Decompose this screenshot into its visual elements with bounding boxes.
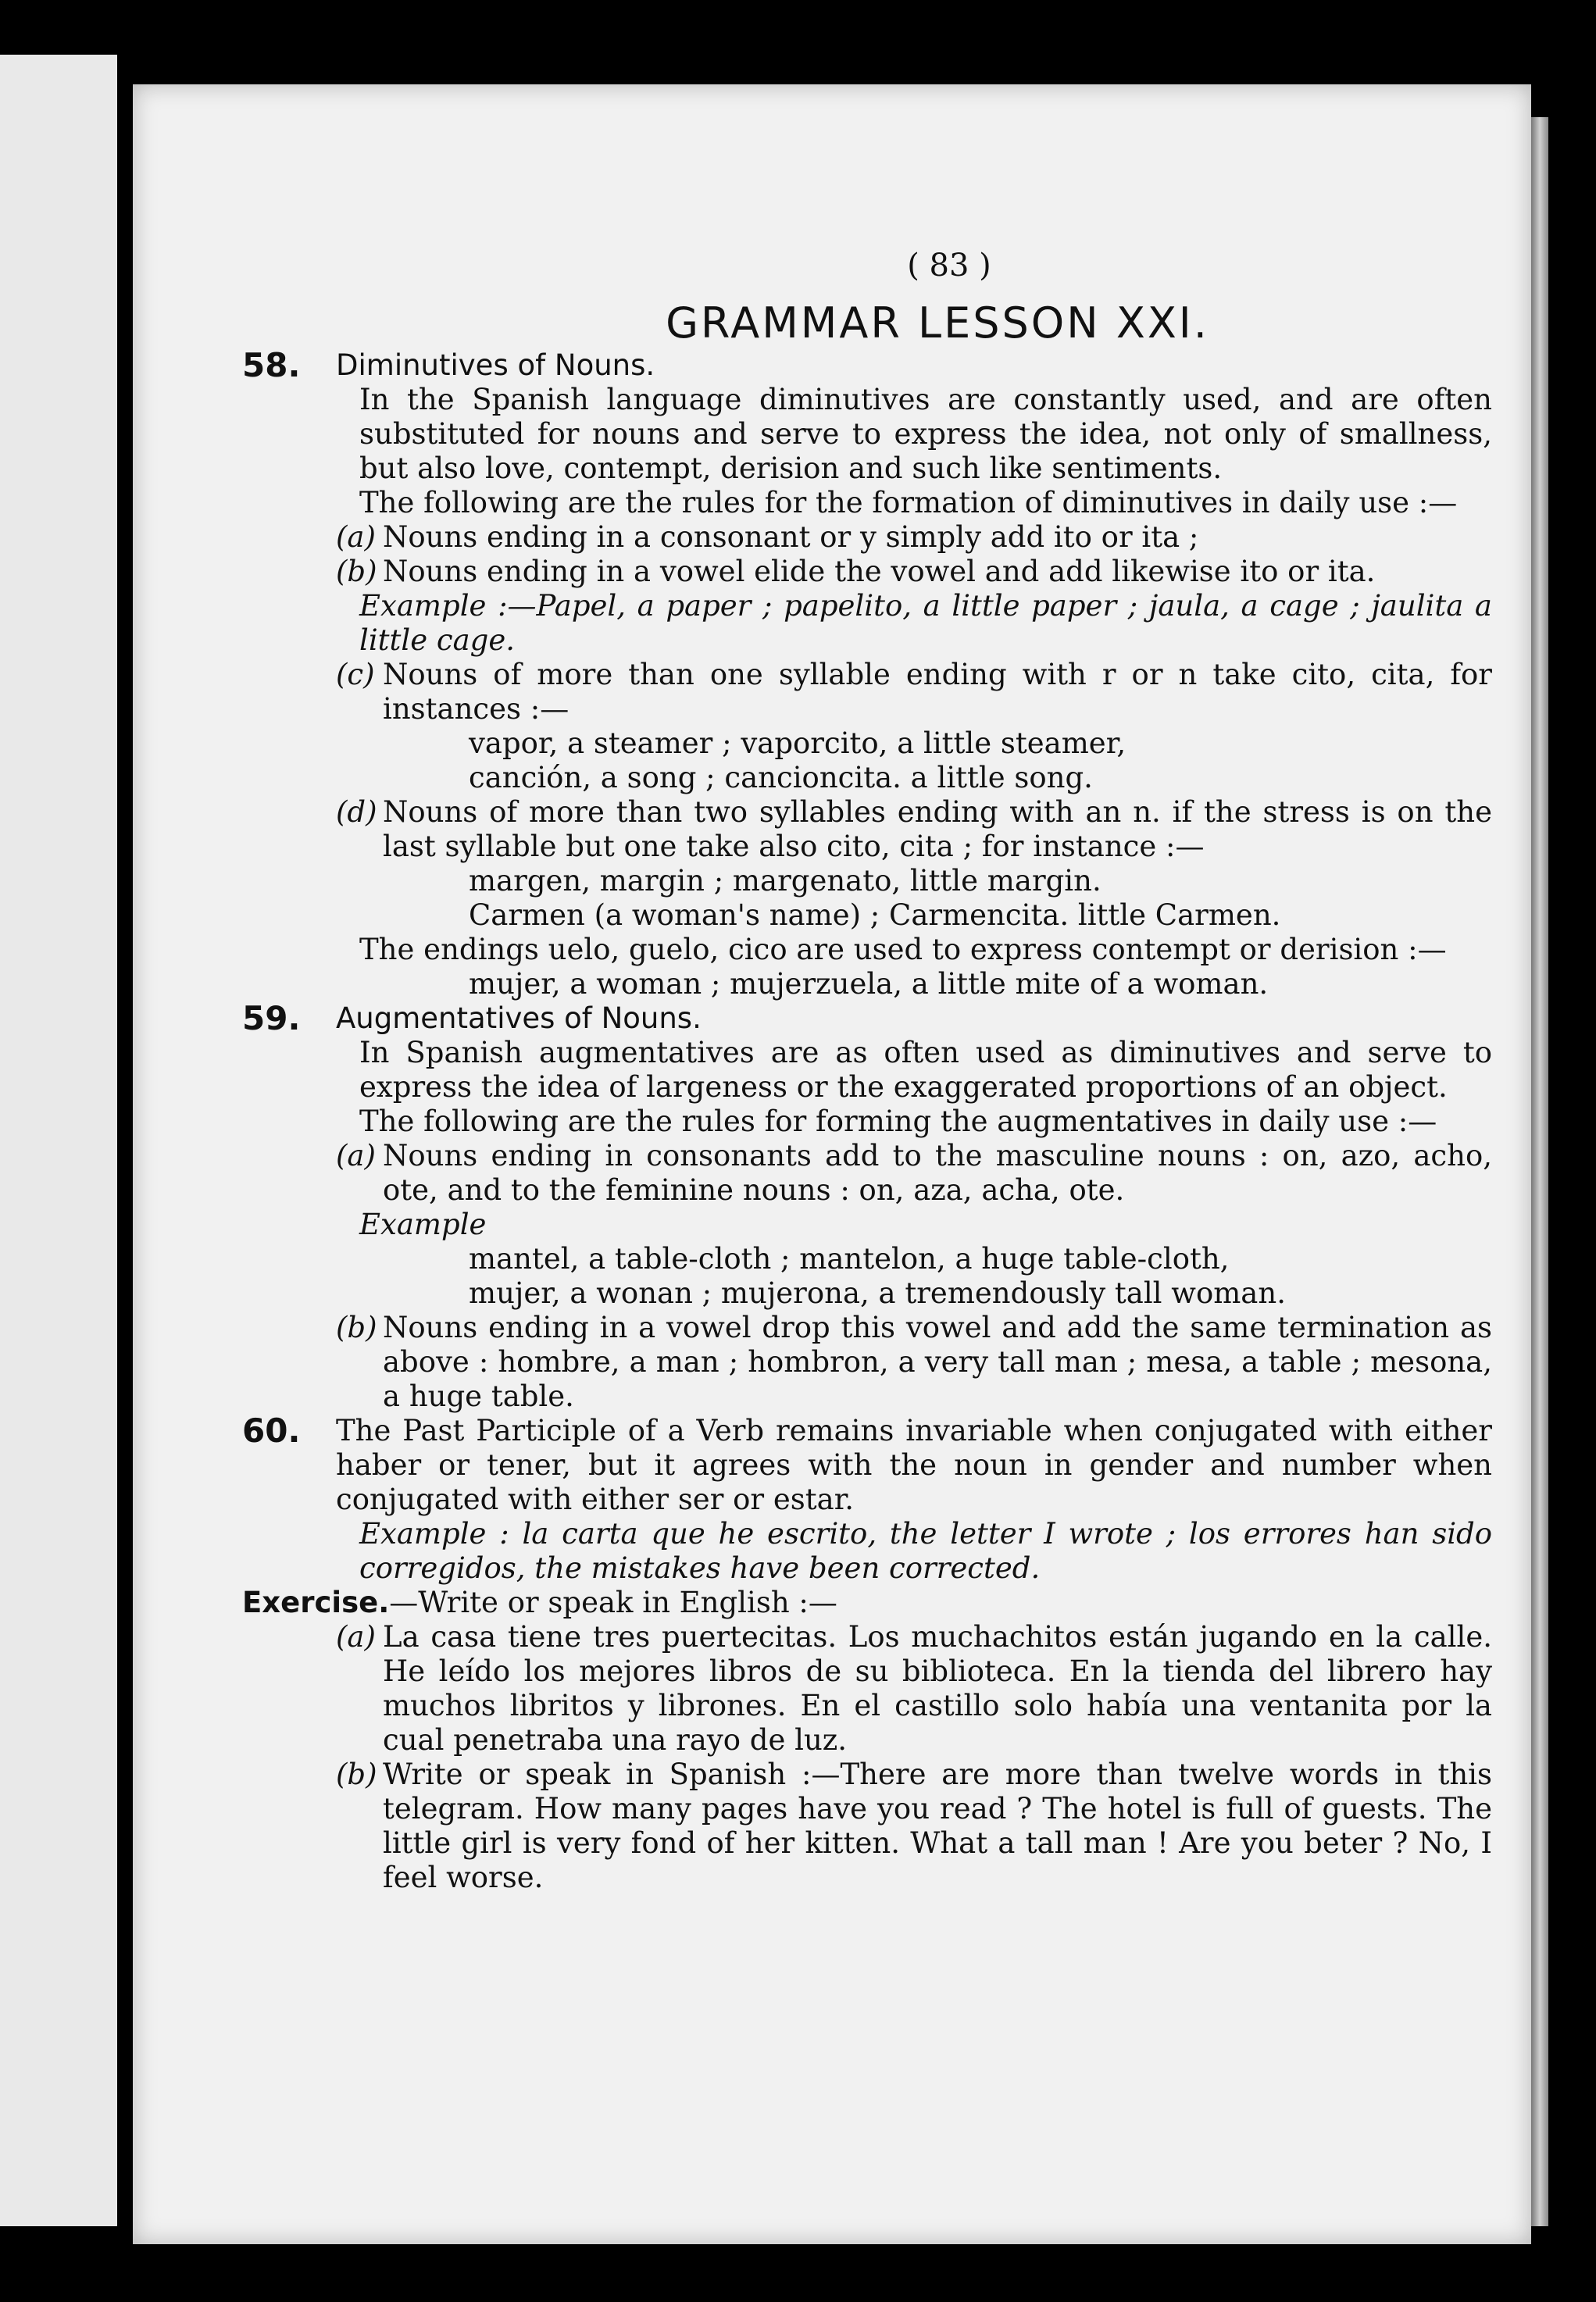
lesson-title: GRAMMAR LESSON XXI. [666,298,1209,348]
paragraph: The endings uelo, guelo, cico are used to express contempt or derision :— [359,933,1447,966]
example-label: Example [359,1208,487,1241]
exercise-b [336,1758,1492,1895]
example: Example : la carta que he escrito, the letter I wrote ; los errores han sido corregidos, the mistakes have been corrected. [359,1517,1492,1585]
example: vapor, a steamer ; vaporcito, a little steamer, [469,726,1126,760]
rule-text: Nouns ending in a vowel elide the vowel and add likewise ito or ita. [383,555,1376,588]
rule-text: Nouns ending in a consonant or y simply add ito or ita ; [383,520,1199,554]
rule-label: (c) [336,658,375,691]
rule-a [336,1139,1492,1208]
paragraph: The Past Participle of a Verb remains invariable when conjugated with either haber or tener, but it agrees with the noun in gender and number when conjugated with either ser or estar. [336,1414,1492,1516]
example: margen, margin ; margenato, little margin. [469,864,1101,898]
rule-text: Nouns of more than one syllable ending with r or n take cito, cita, for instances :— [383,658,1492,726]
rule-c [336,658,1492,726]
exercise-label: (a) [336,1620,376,1654]
example: mantel, a table-cloth ; mantelon, a huge table-cloth, [469,1242,1230,1276]
paragraph: In the Spanish language diminutives are constantly used, and are often substituted for nouns and serve to express the idea, not only of smallness, but also love, contempt, derision and such like sentiments. [359,383,1492,485]
section-number: 59. [242,999,301,1037]
section-number: 58. [242,346,301,384]
section-59 [242,1001,1492,1414]
rule-label: (d) [336,795,377,829]
rule-text: Nouns of more than two syllables ending with an n. if the stress is on the last syllable but one take also cito, cita ; for instance :— [383,795,1492,863]
section-58 [242,348,1492,1001]
rule-d [336,795,1492,864]
paragraph: In Spanish augmentatives are as often used as diminutives and serve to express the idea of largeness or the exaggerated proportions of an object. [359,1036,1492,1104]
section-60 [242,1414,1492,1586]
exercise-a [336,1620,1492,1758]
page-number: ( 83 ) [907,248,991,284]
rule-label: (a) [336,520,376,554]
page-edge-shadow [1531,117,1548,2226]
example: Carmen (a woman's name) ; Carmencita. little Carmen. [469,898,1281,932]
example: mujer, a woman ; mujerzuela, a little mite of a woman. [469,967,1269,1001]
exercise-text: Write or speak in Spanish :—There are more than twelve words in this telegram. How many pages have you read ? The hotel is full of guests. The little girl is very fond of her kitten. What a tall man ! Are you beter ? No, I feel worse. [383,1758,1492,1894]
rule-label: (b) [336,555,377,588]
section-heading: Augmentatives of Nouns. [336,1001,702,1035]
rule-text: Nouns ending in a vowel drop this vowel and add the same termination as above : hombre, a man ; hombron, a very tall man ; mesa, a table ; mesona, a huge table. [383,1311,1492,1413]
rule-label: (a) [336,1139,376,1172]
exercise-instruction: —Write or speak in English :— [389,1586,837,1619]
rule-b [336,555,1492,589]
section-number: 60. [242,1412,301,1450]
rule-label: (b) [336,1311,377,1344]
example: Example :—Papel, a paper ; papelito, a little paper ; jaula, a cage ; jaulita a little cage. [359,589,1492,657]
rule-a [336,520,1492,555]
exercise-label: (b) [336,1758,377,1791]
page-content [242,248,1492,1895]
example: mujer, a wonan ; mujerona, a tremendously tall woman. [469,1276,1286,1310]
exercise-section [242,1586,1492,1895]
example: canción, a song ; cancioncita. a little song. [469,761,1093,794]
paragraph: The following are the rules for forming the augmentatives in daily use :— [359,1105,1437,1138]
exercise-text: La casa tiene tres puertecitas. Los muchachitos están jugando en la calle. He leído los mejores libros de su biblioteca. En la tienda del librero hay muchos libritos y librones. En el castillo solo había una ventanita por la cual penetraba una rayo de luz. [383,1620,1492,1757]
paragraph: The following are the rules for the formation of diminutives in daily use :— [359,486,1458,519]
section-heading: Diminutives of Nouns. [336,348,655,382]
rule-text: Nouns ending in consonants add to the masculine nouns : on, azo, acho, ote, and to the feminine nouns : on, aza, acha, ote. [383,1139,1492,1207]
previous-page-sliver [0,55,117,2226]
rule-b [336,1311,1492,1414]
book-page [133,84,1531,2244]
exercise-heading: Exercise. [242,1586,390,1619]
